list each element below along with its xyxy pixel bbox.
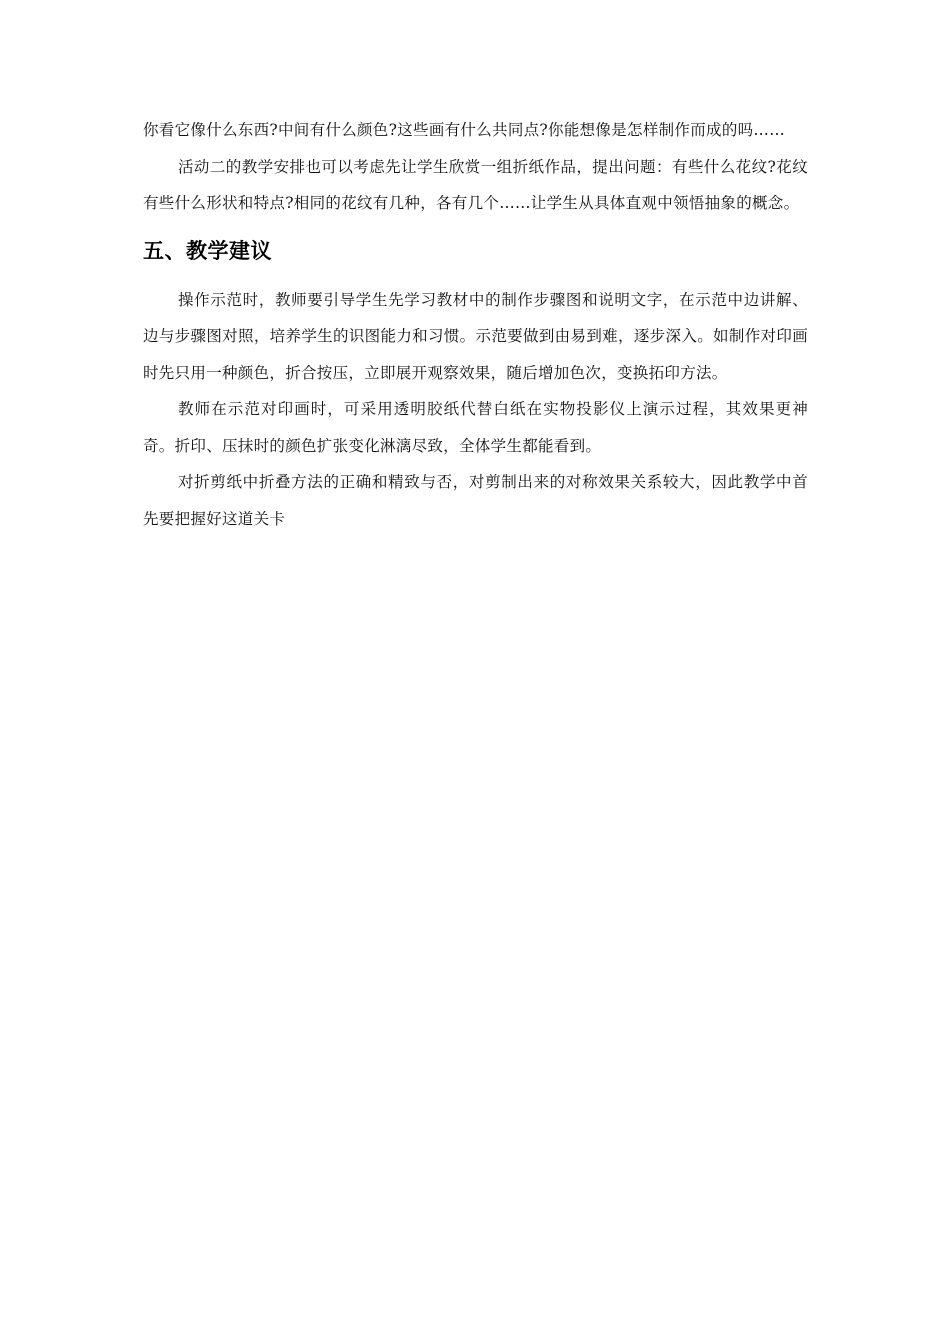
document-content bbox=[143, 112, 808, 537]
paragraph-continued: 你看它像什么东西?中间有什么颜色?这些画有什么共同点?你能想像是怎样制作而成的吗…… bbox=[143, 121, 786, 139]
paragraph-activity-two: 活动二的教学安排也可以考虑先让学生欣赏一组折纸作品，提出问题：有些什么花纹?花纹有些什么形状和特点?相同的花纹有几种，各有几个……让学生从具体直观中领悟抽象的概念。 bbox=[143, 157, 809, 212]
paragraph-folding: 对折剪纸中折叠方法的正确和精致与否，对剪制出来的对称效果关系较大，因此教学中首先要把握好这道关卡 bbox=[143, 473, 808, 528]
paragraph-projector: 教师在示范对印画时，可采用透明胶纸代替白纸在实物投影仪上演示过程，其效果更神奇。折印、压抹时的颜色扩张变化淋漓尽致，全体学生都能看到。 bbox=[143, 400, 808, 455]
section-heading: 五、教学建议 bbox=[143, 238, 272, 263]
paragraph-demonstration: 操作示范时，教师要引导学生先学习教材中的制作步骤图和说明文字，在示范中边讲解、边与步骤图对照，培养学生的识图能力和习惯。示范要做到由易到难，逐步深入。如制作对印画时先只用一种颜色，折合按压，立即展开观察效果，随后增加色次，变换拓印方法。 bbox=[143, 290, 808, 382]
